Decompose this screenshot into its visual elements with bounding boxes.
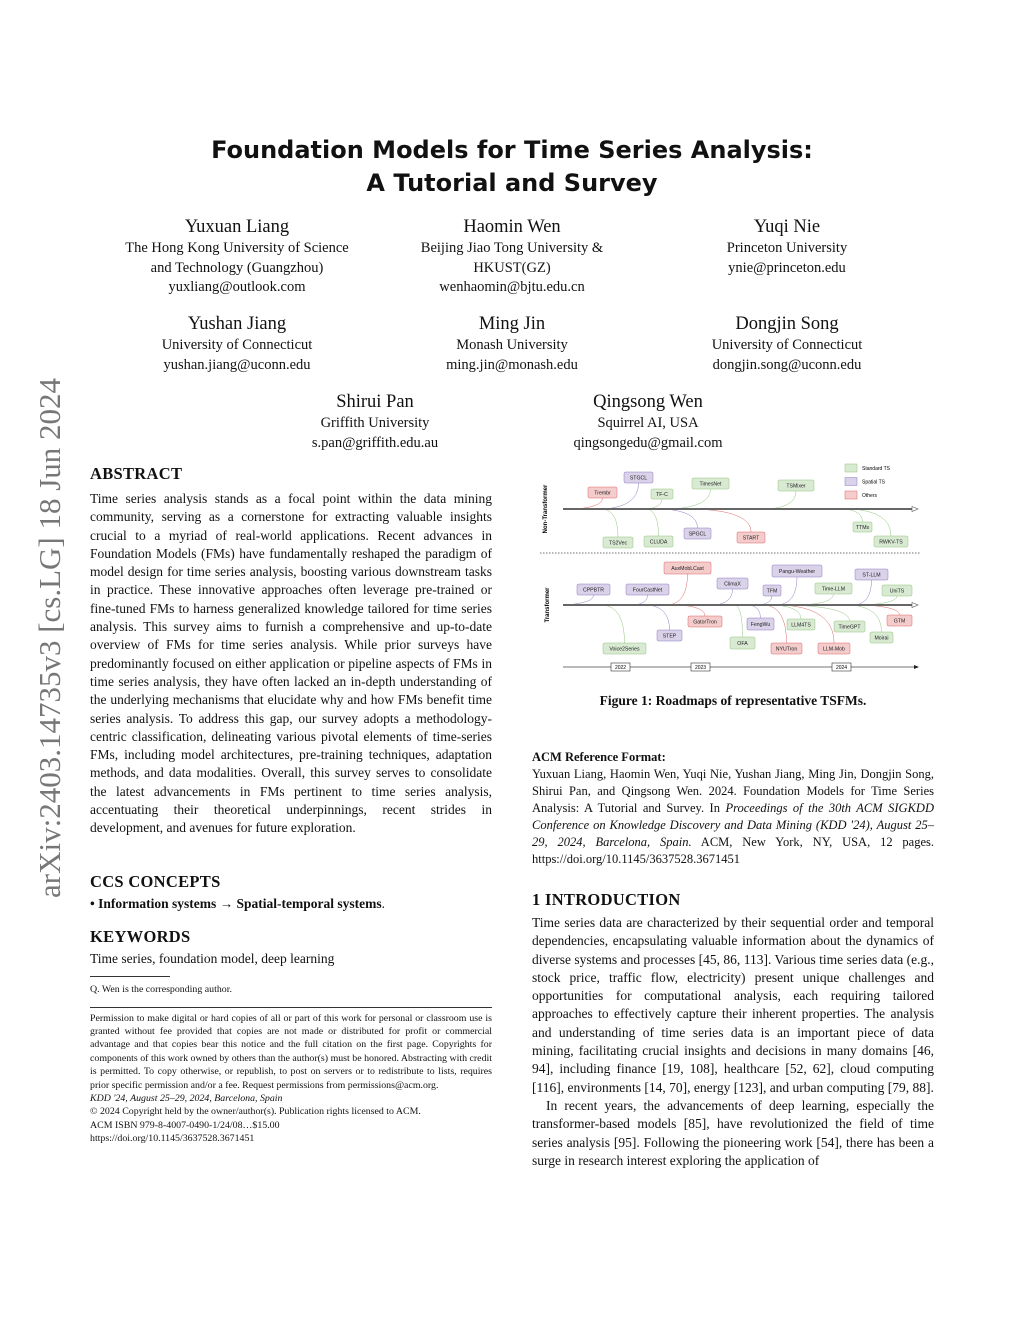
model-label: Time-LLM [821,586,846,593]
connector-line [760,596,772,605]
ccs-item: • Information systems → Spatial-temporal systems [90,895,382,911]
row-label-non-transformer: Non-Transformer [543,484,549,534]
author-name: Dongjin Song [735,314,839,334]
legend-label: Spatial TS [862,479,885,486]
model-label: TimeGPT [838,624,861,631]
author-email: ming.jin@monash.edu [446,356,578,373]
acm-ref-proceedings: Proceedings of the 30th ACM SIGKDD Conference on Knowledge Discovery and Data Mining (KDD '24), August 25–29, 2024, Barcelona, Spain. [532,801,934,849]
author-name: Qingsong Wen [593,392,703,412]
model-label: RWKV-TS [879,539,903,546]
author-email: yuxliang@outlook.com [168,279,306,295]
author-name: Shirui Pan [336,392,414,412]
author-affiliation: The Hong Kong University of Science [125,240,349,256]
right-column [532,749,934,1170]
model-label: STEP [662,633,677,640]
axis-arrow-icon [912,603,918,608]
author-affiliation: Monash University [456,337,568,353]
model-label: GatorTron [693,619,717,626]
author-name: Yushan Jiang [187,314,287,334]
legend-label: Others [862,493,878,499]
model-label: OFA [737,641,748,647]
arxiv-stamp: arXiv:2403.14735v3 [cs.LG] 18 Jun 2024 [32,377,67,898]
author-email: s.pan@griffith.edu.au [311,434,439,451]
connector-line [855,580,872,605]
model-label: UniTS [889,588,905,595]
author-affiliation: Princeton University [726,240,848,256]
connector-line [648,605,670,630]
author-affiliation: HKUST(GZ) [473,259,551,276]
author-affiliation: University of Connecticut [161,337,313,353]
title-line-1: Foundation Models for Time Series Analysis: [211,136,813,164]
model-label: Pangu-Weather [778,569,816,575]
model-label: TSMixer [786,483,806,490]
model-label: Voice2Series [609,646,640,653]
author [362,216,662,298]
connector-line [668,574,688,605]
model-label: TTMs [855,525,870,531]
author-name: Haomin Wen [463,217,561,237]
author-affiliation: University of Connecticut [711,337,863,353]
model-label: FengWu [750,622,771,628]
legend-swatch [845,464,857,472]
abstract-heading: ABSTRACT [90,464,183,483]
legend-label: Standard TS [862,466,890,472]
author-email: yushan.jiang@uconn.edu [163,356,311,373]
author-email: ynie@princeton.edu [728,259,846,276]
model-label: TF-C [656,492,668,498]
footnote: Q. Wen is the corresponding author. [90,984,232,996]
legend-swatch [845,491,857,499]
permission-rule [90,1007,492,1008]
year-arrow-icon [914,665,919,669]
connector-line [680,605,705,616]
acm-ref-heading: ACM Reference Format: [532,750,666,764]
author-affiliation: Beijing Jiao Tong University & [420,240,604,256]
model-label: ClimaX [724,581,741,588]
author [362,313,662,375]
author-affiliation: Griffith University [320,415,430,431]
abstract-text: Time series analysis stands as a focal point within the data mining community, serving as a cornerstone for extracting valuable insights crucial to a myriad of real-world applications. Recent advances in Foundation Models (FMs) have fundamentally reshaped the paradigm of model design for time series analysis, boosting various downstream tasks in practice. These innovative approaches often leverage pre-trained or fine-tuned FMs to harness generalized knowledge tailored for time series analysis. This survey aims to furnish a comprehensive and up-to-date overview of FMs for time series analysis. While prior surveys have predominantly focused on either application or pipeline aspects of FMs in time series analysis, they have often lacked an in-depth understanding of the underlying mechanisms that elucidate why and how FMs benefit time series analysis. To address this gap, our survey adopts a methodology-centric classification, delineating various pivotal elements of time-series FMs, including model architectures, pre-training techniques, adaptation methods, and data modalities. Overall, this survey serves to consolidate the latest advancements in FMs pertinent to time series analysis, accentuating their theoretical underpinnings, recent strides in development, and avenues for future exploration. [90,491,492,836]
copyright: © 2024 Copyright held by the owner/author(s). Publication rights licensed to ACM. [90,1106,421,1118]
connector-line [565,595,594,605]
model-label: STGCL [629,475,648,482]
model-label: GTM [893,618,906,625]
row-label-transformer: Transformer [545,587,551,623]
keywords-heading: KEYWORDS [90,926,191,946]
year-label: 2024 [835,665,848,671]
model-label: Moirai [874,635,889,642]
roadmap-figure [535,460,925,675]
permission-text: Permission to make digital or hard copies of all or part of this work for personal or classroom use is granted without fee provided that copies are not made or distributed for profit or commercial advantage and that copies bear this notice and the full citation on the first page. Copyrights for components of this work owned by others than the author(s) must be honored. Abstracting with credit is permitted. To copy otherwise, or republish, to post on servers or to redistribute to lists, requires prior specific permission and/or a fee. Request permissions from permissions@acm.org. [90,1012,492,1091]
author [87,216,387,298]
model-label: TS2Vec [608,540,628,547]
connector-line [768,491,796,509]
model-label: AuxMobLCast [671,566,704,572]
left-column [90,464,492,1146]
model-label: SPGCL [688,531,707,538]
connector-line [845,509,863,522]
intro-heading: 1 INTRODUCTION [532,890,681,909]
model-label: FourCastNet [632,587,663,594]
model-label: START [742,535,760,542]
year-label: 2023 [694,665,707,671]
model-label: LLM4TS [791,622,811,629]
author-affiliation: Squirrel AI, USA [597,415,699,431]
model-label: Trembr [594,490,611,497]
author-name: Yuqi Nie [753,217,821,237]
acm-ref-text [532,766,934,868]
model-label: CPPBTR [582,587,605,594]
doi: https://doi.org/10.1145/3637528.3671451 [90,1133,255,1145]
keywords-text: Time series, foundation model, deep learning [90,950,335,966]
connector-line [635,595,648,605]
model-label: CLUDA [649,539,668,546]
connector-line [865,596,897,605]
connector-line [671,489,711,509]
connector-line [803,594,834,605]
connector-line [647,499,662,509]
connector-line [603,509,618,537]
author [498,391,798,453]
ccs-heading: CCS CONCEPTS [90,871,221,891]
author-email: wenhaomin@bjtu.edu.cn [439,279,585,295]
model-label: ST-LLM [862,572,881,579]
isbn: ACM ISBN 979-8-4007-0490-1/24/08…$15.00 [90,1119,280,1131]
author [225,391,525,453]
intro-paragraph-2: In recent years, the advancements of deep learning, especially the transformer-based models [85], have revolutionized the field of time series analysis [95]. Following the pioneering work [54], there has been a surge in research interest exploring the application of [532,1097,934,1168]
figure-caption: Figure 1: Roadmaps of representative TSFMs. [599,693,867,708]
connector-line [647,509,659,536]
author-name: Yuxuan Liang [184,217,290,237]
axis-arrow-icon [912,507,918,512]
author [637,216,937,278]
connector-line [603,605,625,643]
author-name: Ming Jin [478,314,546,334]
title-line-2: A Tutorial and Survey [366,169,658,197]
acm-ref-authors: Yuxuan Liang, Haomin Wen, Yuqi Nie, Yushan Jiang, Ming Jin, Dongjin Song, Shirui Pan, and Qingsong Wen. 2024. Foundation Models for Time Series Analysis: A Tutorial and Survey. In [532,767,934,815]
author-email: dongjin.song@uconn.edu [712,356,862,373]
ccs-end: . [381,895,385,911]
author-affiliation: and Technology (Guangzhou) [150,259,324,276]
author-email: qingsongedu@gmail.com [573,434,723,451]
connector-line [663,509,698,528]
footnote-rule [90,976,170,977]
year-label: 2022 [614,665,627,671]
model-label: LLM-Mob [823,646,845,653]
author [637,313,937,375]
venue: KDD '24, August 25–29, 2024, Barcelona, Spain [90,1093,283,1105]
connector-line [715,589,733,605]
connector-line [750,605,761,618]
author [87,313,387,375]
model-label: NYUTron [775,646,798,653]
connector-line [575,498,603,509]
connector-line [735,605,743,637]
legend-swatch [845,478,857,486]
acm-ref-rest: ACM, New York, NY, USA, 12 pages. https://doi.org/10.1145/3637528.3671451 [532,835,935,866]
model-label: TimesNet [699,481,722,488]
model-label: TFM [766,588,778,595]
intro-paragraph-1: Time series data are characterized by their sequential order and temporal dependencies, encapsulating valuable information about the dynamics of diverse systems and processes [45, 86, 113]. Various time series data (e.g., stock price, traffic flow, electricity) present unique challenges and opportunities for computational analysis, each requiring tailored approaches to effectively capture their inherent properties. The analysis and understanding of time series data is an important piece of data mining, facilitating crucial insights and decisions in many domains [46, 94], including finance [19, 108], healthcare [52, 62], cloud computing [116], environments [14, 70], energy [123], and urban computing [79, 88]. [532,915,934,1095]
paper-title [0,134,1024,200]
